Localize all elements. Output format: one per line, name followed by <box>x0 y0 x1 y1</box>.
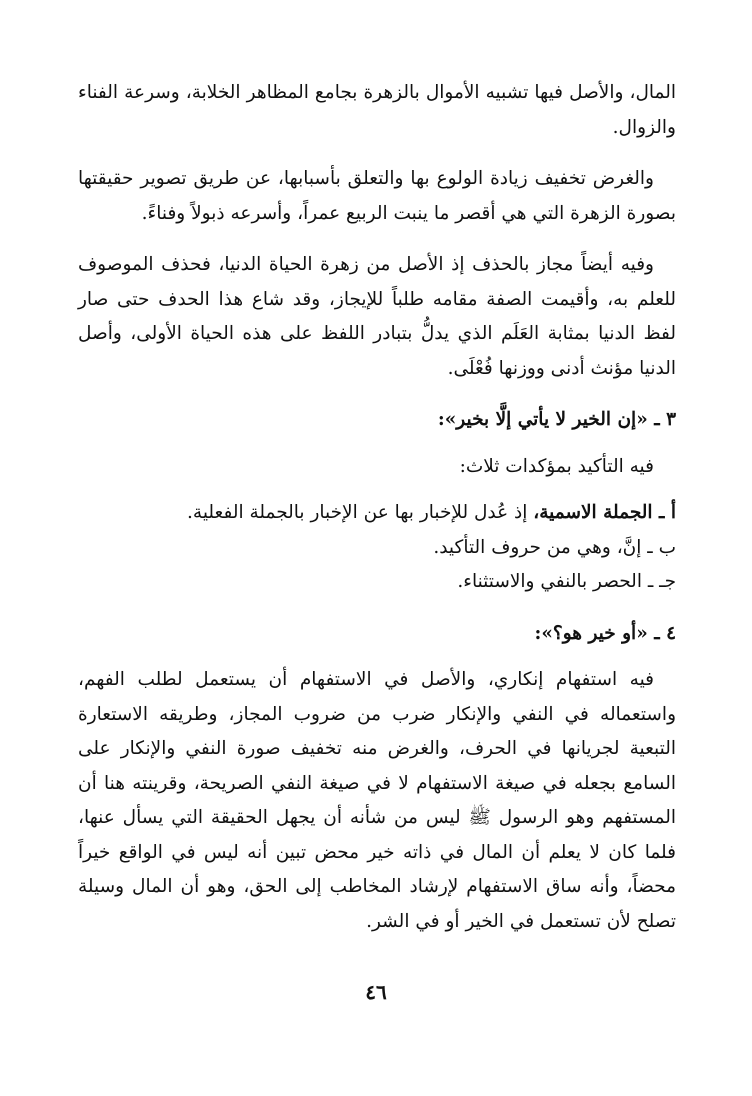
page-number: ٤٦ <box>365 980 387 1004</box>
paragraph-2: والغرض تخفيف زيادة الولوع بها والتعلق بأسبابها، عن طريق تصوير حقيقتها بصورة الزهرة التي هي أقصر ما ينبت الربيع عمراً، وأسرعه ذبولاً وفناءً. <box>78 168 676 224</box>
section-3-heading: ٣ ـ «إن الخير لا يأتي إلَّا بخير»: <box>437 409 676 430</box>
list-item-b: ب ـ إنَّ، وهي من حروف التأكيد. <box>433 536 676 558</box>
paragraph-3: وفيه أيضاً مجاز بالحذف إذ الأصل من زهرة الحياة الدنيا، فحذف الموصوف للعلم به، وأقيمت الصفة مقامه طلباً للإيجاز، وقد شاع هذا الحدف حتى صار لفظ الدنيا بمثابة العَلَم الذي يدلُّ بتبادر اللفظ على هذه الحياة الأولى، وأصل الدنيا مؤنث أدنى ووزنها فُعْلَى. <box>78 254 676 379</box>
paragraph-1: المال، والأصل فيها تشبيه الأموال بالزهرة بجامع المظاهر الخلابة، وسرعة الفناء والزوال. <box>78 82 676 138</box>
emphasis-list <box>78 496 676 600</box>
page-text <box>78 76 676 956</box>
list-item-a-text: إذ عُدل للإخبار بها عن الإخبار بالجملة الفعلية. <box>187 502 534 523</box>
section-4-heading: ٤ ـ «أو خير هو؟»: <box>534 622 676 644</box>
section-4-body: فيه استفهام إنكاري، والأصل في الاستفهام أن يستعمل لطلب الفهم، واستعماله في النفي والإنكار ضرب من ضروب المجاز، وطريقه الاستعارة التبعية لجريانها في الحرف، والغرض منه تخفيف صورة النفي والإنكار على السامع بجعله في صيغة الاستفهام لا في صيغة النفي الصريحة، وقرينته هنا أن المستفهم وهو الرسول ﷺ ليس من شأنه أن يجهل الحقيقة التي يسأل عنها، فلما كان لا يعلم أن المال في ذاته خير محض تبين أنه ليس في الواقع خيراً محضاً، وأنه ساق الاستفهام لإرشاد المخاطب إلى الحق، وهو أن المال وسيلة تصلح لأن تستعمل في الخير أو في الشر. <box>78 669 676 932</box>
list-item-a-label: أ ـ الجملة الاسمية، <box>533 502 676 523</box>
list-item-c: جـ ـ الحصر بالنفي والاستثناء. <box>457 571 676 592</box>
section-3-intro: فيه التأكيد بمؤكدات ثلاث: <box>459 455 654 477</box>
list-item-a <box>78 496 676 531</box>
